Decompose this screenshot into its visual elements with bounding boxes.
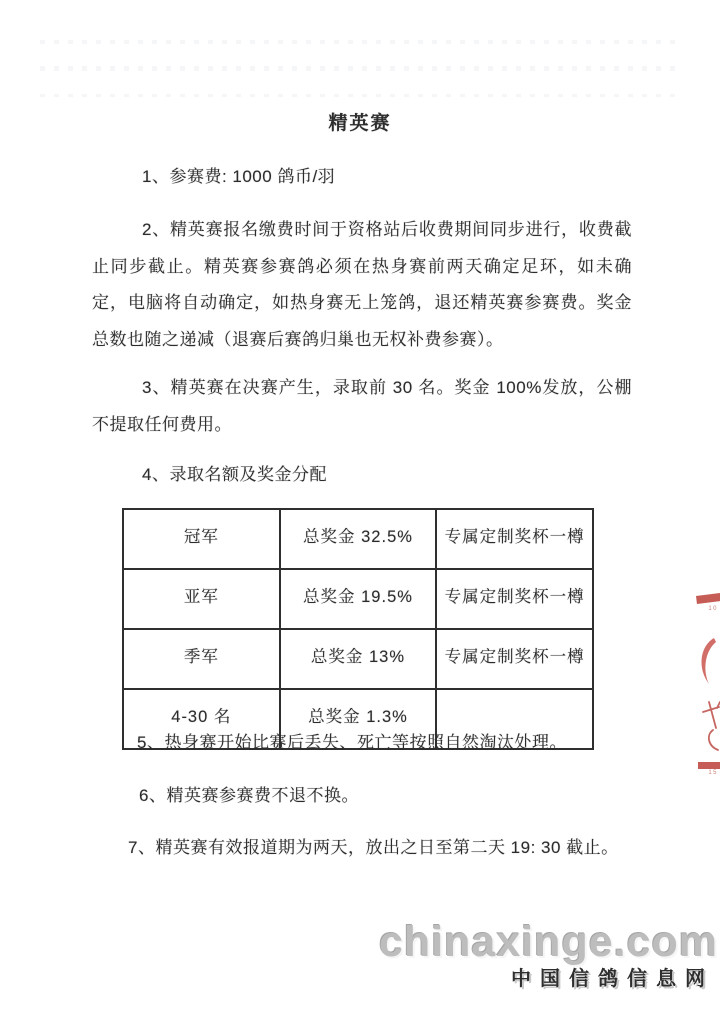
table-row <box>123 569 593 629</box>
award-cell: 专属定制奖杯一樽 <box>436 569 593 629</box>
prize-cell: 总奖金 13% <box>280 629 437 689</box>
edge-mark-label-top: 10 <box>708 606 718 612</box>
rank-cell: 季军 <box>123 629 280 689</box>
red-stamp-fragments <box>690 590 720 790</box>
natural-elimination-item: 5、热身赛开始比赛后丢失、死亡等按照自然淘汰处理。 <box>137 733 567 752</box>
registration-payment-item: 2、精英赛报名缴费时间于资格站后收费期间同步进行，收费截止同步截止。精英赛参赛鸽必须在热身赛前两天确定足环，如未确定，电脑将自动确定，如热身赛无上笼鸽，退还精英赛参赛费。奖金总数也随之递减（退赛后赛鸽归巢也无权补费参赛）。 <box>92 220 632 349</box>
entry-fee-item: 1、参赛费: 1000 鸽币/羽 <box>142 167 336 186</box>
document-title: 精英赛 <box>328 113 392 134</box>
prize-table <box>122 508 594 750</box>
rank-cell: 冠军 <box>123 509 280 569</box>
watermark-site: chinaxinge.com <box>379 918 718 966</box>
watermark-site-cn: 中国信鸽信息网 <box>511 968 714 990</box>
table-row <box>123 509 593 569</box>
prize-cell: 总奖金 32.5% <box>280 509 437 569</box>
prize-cell: 总奖金 1.3% <box>280 689 437 749</box>
prize-cell: 总奖金 19.5% <box>280 569 437 629</box>
no-refund-item: 6、精英赛参赛费不退不换。 <box>139 786 359 805</box>
reporting-period-item: 7、精英赛有效报道期为两天，放出之日至第二天 19: 30 截止。 <box>128 838 619 857</box>
scan-noise-texture <box>40 28 680 108</box>
rank-cell: 4-30 名 <box>123 689 280 749</box>
edge-mark-label-bottom: 15 <box>708 770 718 776</box>
table-row <box>123 629 593 689</box>
final-race-prize-item: 3、精英赛在决赛产生，录取前 30 名。奖金 100%发放，公棚不提取任何费用。 <box>92 378 632 434</box>
rank-cell: 亚军 <box>123 569 280 629</box>
award-cell: 专属定制奖杯一樽 <box>436 509 593 569</box>
prize-allocation-heading: 4、录取名额及奖金分配 <box>142 465 327 484</box>
award-cell: 专属定制奖杯一樽 <box>436 629 593 689</box>
